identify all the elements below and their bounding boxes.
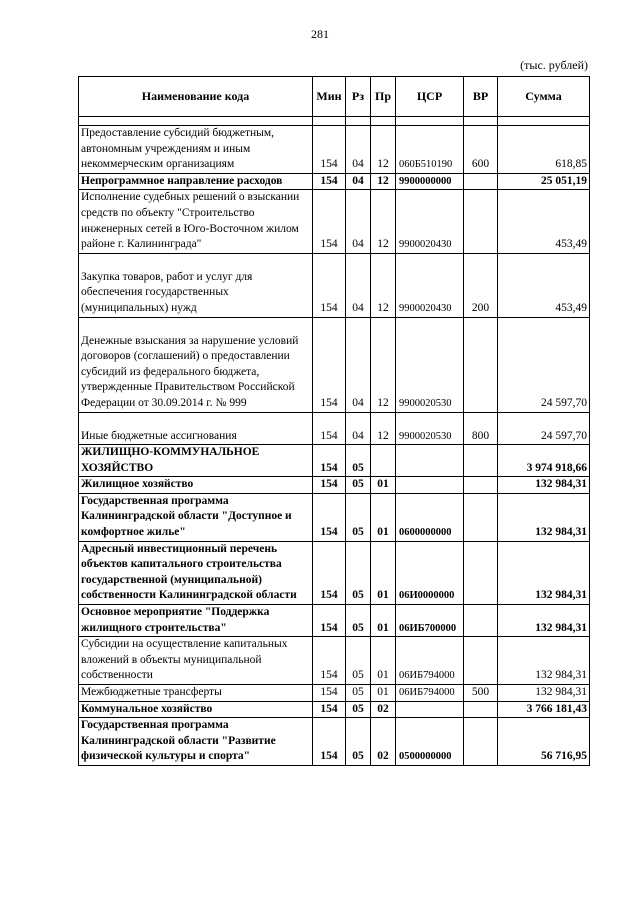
row-name: Адресный инвестиционный перечень объектов капитального строительства государственной (муниципальной) собственности Калининградской области (79, 541, 313, 604)
header-rz: Рз (346, 77, 371, 117)
row-sum: 132 984,31 (498, 637, 590, 685)
row-csr: 9900000000 (396, 173, 464, 190)
row-min: 154 (313, 190, 346, 253)
row-sum: 132 984,31 (498, 541, 590, 604)
row-rz: 05 (346, 541, 371, 604)
row-pr: 12 (371, 317, 396, 412)
row-name: Государственная программа Калининградской области "Развитие физической культуры и спорта" (79, 718, 313, 766)
row-min: 154 (313, 541, 346, 604)
row-min: 154 (313, 701, 346, 718)
header-sum: Сумма (498, 77, 590, 117)
row-min: 154 (313, 126, 346, 174)
row-vr (464, 173, 498, 190)
row-sum: 3 766 181,43 (498, 701, 590, 718)
row-vr (464, 445, 498, 477)
row-min: 154 (313, 445, 346, 477)
row-vr (464, 477, 498, 494)
header-pr: Пр (371, 77, 396, 117)
row-rz: 05 (346, 637, 371, 685)
row-vr (464, 605, 498, 637)
row-pr: 12 (371, 173, 396, 190)
row-min: 154 (313, 477, 346, 494)
table-row (79, 605, 590, 637)
row-csr: 060Б510190 (396, 126, 464, 174)
row-rz: 04 (346, 317, 371, 412)
row-pr (371, 445, 396, 477)
table-row (79, 126, 590, 174)
row-vr (464, 317, 498, 412)
row-sum: 132 984,31 (498, 685, 590, 702)
row-sum: 3 974 918,66 (498, 445, 590, 477)
row-sum: 132 984,31 (498, 605, 590, 637)
row-name: ЖИЛИЩНО-КОММУНАЛЬНОЕ ХОЗЯЙСТВО (79, 445, 313, 477)
table-row (79, 637, 590, 685)
row-rz: 05 (346, 718, 371, 766)
row-rz: 04 (346, 412, 371, 445)
row-csr: 9900020530 (396, 317, 464, 412)
row-min: 154 (313, 253, 346, 317)
row-sum: 24 597,70 (498, 317, 590, 412)
row-sum: 25 051,19 (498, 173, 590, 190)
row-sum: 618,85 (498, 126, 590, 174)
row-name: Денежные взыскания за нарушение условий договоров (соглашений) о предоставлении субсидий из федерального бюджета, утвержденные Правительством Российской Федерации от 30.09.2014 г. № 999 (79, 317, 313, 412)
row-rz: 05 (346, 493, 371, 541)
row-sum: 56 716,95 (498, 718, 590, 766)
row-min: 154 (313, 685, 346, 702)
row-csr (396, 477, 464, 494)
row-name: Непрограммное направление расходов (79, 173, 313, 190)
row-pr: 02 (371, 718, 396, 766)
row-pr: 12 (371, 412, 396, 445)
row-pr: 02 (371, 701, 396, 718)
row-rz: 05 (346, 605, 371, 637)
row-vr: 500 (464, 685, 498, 702)
row-vr: 600 (464, 126, 498, 174)
page-number: 281 (311, 27, 329, 41)
header-min: Мин (313, 77, 346, 117)
table-row (79, 493, 590, 541)
row-csr: 9900020430 (396, 253, 464, 317)
row-csr: 06ИБ794000 (396, 637, 464, 685)
row-min: 154 (313, 412, 346, 445)
row-name: Иные бюджетные ассигнования (79, 412, 313, 445)
row-min: 154 (313, 637, 346, 685)
row-name: Жилищное хозяйство (79, 477, 313, 494)
row-csr: 06ИБ700000 (396, 605, 464, 637)
row-min: 154 (313, 493, 346, 541)
row-name: Субсидии на осуществление капитальных вложений в объекты муниципальной собственности (79, 637, 313, 685)
row-rz: 05 (346, 445, 371, 477)
row-sum: 453,49 (498, 253, 590, 317)
header-vr: ВР (464, 77, 498, 117)
table-row (79, 412, 590, 445)
row-csr (396, 701, 464, 718)
table-row (79, 477, 590, 494)
row-name: Исполнение судебных решений о взыскании средств по объекту "Строительство инженерных сетей в Юго-Восточном жилом районе г. Калининграда" (79, 190, 313, 253)
row-vr (464, 541, 498, 604)
row-csr: 06И0000000 (396, 541, 464, 604)
row-pr: 12 (371, 126, 396, 174)
table-row (79, 253, 590, 317)
row-vr (464, 701, 498, 718)
table-row (79, 445, 590, 477)
table-row (79, 685, 590, 702)
row-rz: 04 (346, 190, 371, 253)
row-name: Государственная программа Калининградской области "Доступное и комфортное жилье" (79, 493, 313, 541)
row-csr: 0600000000 (396, 493, 464, 541)
row-csr: 9900020530 (396, 412, 464, 445)
row-pr: 01 (371, 541, 396, 604)
row-pr: 01 (371, 493, 396, 541)
row-vr (464, 718, 498, 766)
units-label: (тыс. рублей) (520, 58, 588, 72)
row-vr: 800 (464, 412, 498, 445)
row-min: 154 (313, 317, 346, 412)
row-rz: 04 (346, 173, 371, 190)
row-rz: 05 (346, 701, 371, 718)
row-name: Коммунальное хозяйство (79, 701, 313, 718)
row-pr: 01 (371, 477, 396, 494)
row-min: 154 (313, 605, 346, 637)
row-vr: 200 (464, 253, 498, 317)
row-rz: 05 (346, 477, 371, 494)
row-vr (464, 190, 498, 253)
table-row (79, 701, 590, 718)
row-csr: 06ИБ794000 (396, 685, 464, 702)
row-min: 154 (313, 718, 346, 766)
row-pr: 12 (371, 190, 396, 253)
row-name: Предоставление субсидий бюджетным, автономным учреждениям и иным некоммерческим организациям (79, 126, 313, 174)
row-name: Основное мероприятие "Поддержка жилищного строительства" (79, 605, 313, 637)
row-pr: 01 (371, 637, 396, 685)
table-header-row (79, 77, 590, 117)
row-csr (396, 445, 464, 477)
row-sum: 24 597,70 (498, 412, 590, 445)
row-name: Межбюджетные трансферты (79, 685, 313, 702)
row-csr: 0500000000 (396, 718, 464, 766)
row-vr (464, 493, 498, 541)
row-name: Закупка товаров, работ и услуг для обеспечения государственных (муниципальных) нужд (79, 253, 313, 317)
table-row (79, 173, 590, 190)
table-row (79, 190, 590, 253)
row-min: 154 (313, 173, 346, 190)
row-pr: 01 (371, 685, 396, 702)
table-row (79, 317, 590, 412)
table-row (79, 718, 590, 766)
row-vr (464, 637, 498, 685)
spacer-row (79, 117, 590, 126)
header-name: Наименование кода (79, 77, 313, 117)
row-pr: 12 (371, 253, 396, 317)
row-rz: 04 (346, 253, 371, 317)
row-sum: 453,49 (498, 190, 590, 253)
row-rz: 05 (346, 685, 371, 702)
row-pr: 01 (371, 605, 396, 637)
row-sum: 132 984,31 (498, 493, 590, 541)
row-csr: 9900020430 (396, 190, 464, 253)
header-csr: ЦСР (396, 77, 464, 117)
budget-table (78, 76, 590, 766)
row-rz: 04 (346, 126, 371, 174)
row-sum: 132 984,31 (498, 477, 590, 494)
table-row (79, 541, 590, 604)
